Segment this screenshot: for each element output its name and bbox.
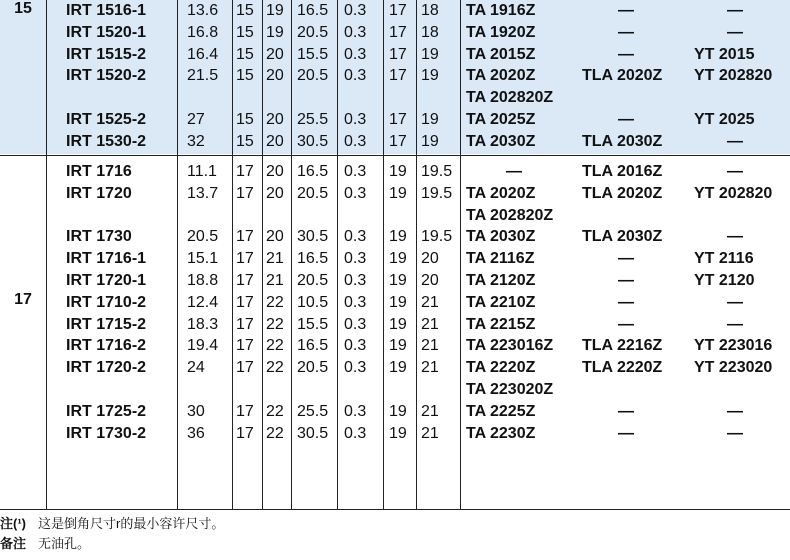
cell-r: 0.3	[344, 228, 367, 246]
cell-ta: TA 223016Z	[466, 337, 554, 355]
cell-Da: 21	[421, 337, 439, 355]
footnote-1-label: 注(¹)	[0, 516, 26, 531]
cell-tla: —	[618, 402, 634, 420]
cell-B: 20.5	[297, 67, 329, 85]
cell-ta: TA 2220Z	[466, 359, 536, 377]
cell-tla: —	[618, 272, 634, 289]
cell-mass: 11.1	[187, 163, 217, 180]
cell-ta: TA 2030Z	[466, 228, 536, 246]
cell-F: 22	[266, 315, 284, 333]
cell-ta: TA 202820Z	[466, 206, 554, 224]
cell-r: 0.3	[344, 132, 367, 150]
cell-F: 19	[266, 2, 284, 19]
cell-ta: TA 2210Z	[466, 293, 536, 311]
cell-tla: —	[618, 45, 634, 63]
cell-Da: 18	[421, 2, 439, 19]
cell-tla: —	[618, 250, 634, 268]
cell-B: 25.5	[297, 111, 329, 128]
cell-B: 16.5	[297, 250, 329, 268]
cell-da: 19	[389, 337, 407, 355]
cell-mass: 24	[187, 359, 205, 377]
cell-B: 20.5	[297, 23, 329, 41]
remark-text: 无油孔。	[38, 536, 91, 551]
cell-r: 0.3	[344, 359, 367, 377]
cell-F: 20	[266, 163, 284, 180]
group-size-label: 15	[14, 0, 32, 17]
cell-Da: 21	[421, 359, 439, 377]
group-size-label: 17	[14, 291, 32, 308]
cell-code: IRT 1716-1	[66, 250, 147, 268]
footnote-1-text: 这是倒角尺寸r的最小容许尺寸。	[38, 516, 225, 531]
cell-yt: YT 2116	[694, 250, 754, 268]
cell-tla: —	[618, 2, 634, 19]
cell-r: 0.3	[344, 45, 367, 63]
cell-Da: 21	[421, 293, 439, 311]
cell-Da: 19.5	[421, 184, 453, 202]
cell-da: 19	[389, 163, 407, 180]
cell-code: IRT 1730	[66, 228, 132, 246]
cell-F: 19	[266, 23, 284, 41]
cell-Da: 19	[421, 111, 439, 128]
cell-da: 19	[389, 293, 407, 311]
cell-B: 16.5	[297, 2, 329, 19]
cell-Da: 20	[421, 250, 439, 268]
cell-da: 17	[389, 67, 407, 85]
cell-mass: 16.8	[187, 23, 219, 41]
cell-mass: 15.1	[187, 250, 219, 268]
cell-d: 17	[236, 163, 254, 180]
cell-code: IRT 1710-2	[66, 293, 147, 311]
cell-tla: TLA 2030Z	[582, 132, 663, 150]
cell-tla: TLA 2220Z	[582, 359, 663, 377]
cell-Da: 19.5	[421, 163, 453, 180]
cell-yt: YT 202820	[694, 67, 773, 85]
cell-ta: TA 2020Z	[466, 67, 536, 85]
cell-d: 15	[236, 2, 254, 19]
cell-r: 0.3	[344, 272, 367, 289]
remark-label: 备注	[0, 536, 27, 551]
cell-F: 20	[266, 45, 284, 63]
cell-mass: 12.4	[187, 293, 219, 311]
column-divider	[46, 0, 47, 510]
cell-code: IRT 1520-1	[66, 23, 147, 41]
cell-mass: 21.5	[187, 67, 219, 85]
cell-da: 19	[389, 315, 407, 333]
cell-d: 17	[236, 272, 254, 289]
cell-ta: TA 202820Z	[466, 89, 554, 107]
cell-yt: —	[727, 402, 743, 420]
cell-d: 17	[236, 359, 254, 377]
cell-tla: TLA 2030Z	[582, 228, 663, 246]
cell-B: 15.5	[297, 315, 329, 333]
cell-mass: 18.8	[187, 272, 219, 289]
cell-F: 21	[266, 250, 284, 268]
cell-Da: 20	[421, 272, 439, 289]
cell-Da: 19	[421, 67, 439, 85]
cell-ta: TA 2025Z	[466, 111, 536, 128]
cell-F: 21	[266, 272, 284, 289]
cell-mass: 36	[187, 424, 205, 442]
cell-ta: TA 2225Z	[466, 402, 536, 420]
cell-ta: TA 2215Z	[466, 315, 536, 333]
cell-ta: TA 1916Z	[466, 2, 536, 19]
cell-d: 17	[236, 228, 254, 246]
cell-ta: TA 2020Z	[466, 184, 536, 202]
cell-da: 19	[389, 402, 407, 420]
cell-r: 0.3	[344, 67, 367, 85]
cell-d: 15	[236, 111, 254, 128]
cell-da: 19	[389, 228, 407, 246]
cell-da: 17	[389, 111, 407, 128]
cell-F: 20	[266, 111, 284, 128]
cell-Da: 18	[421, 23, 439, 41]
cell-da: 19	[389, 184, 407, 202]
cell-da: 17	[389, 45, 407, 63]
cell-Da: 21	[421, 315, 439, 333]
cell-B: 30.5	[297, 424, 329, 442]
cell-code: IRT 1730-2	[66, 424, 147, 442]
cell-B: 25.5	[297, 402, 329, 420]
cell-d: 17	[236, 315, 254, 333]
column-divider	[416, 0, 417, 510]
cell-mass: 20.5	[187, 228, 219, 246]
cell-r: 0.3	[344, 315, 367, 333]
cell-tla: TLA 2020Z	[582, 184, 663, 202]
column-divider	[383, 0, 384, 510]
cell-r: 0.3	[344, 250, 367, 268]
column-divider	[177, 0, 178, 510]
remark	[0, 535, 90, 553]
cell-ta: TA 223020Z	[466, 381, 554, 398]
cell-tla: —	[618, 424, 634, 442]
cell-B: 16.5	[297, 337, 329, 355]
cell-F: 22	[266, 402, 284, 420]
cell-d: 15	[236, 132, 254, 150]
cell-code: IRT 1720-2	[66, 359, 147, 377]
cell-B: 20.5	[297, 184, 329, 202]
cell-d: 17	[236, 424, 254, 442]
cell-yt: —	[727, 293, 743, 311]
cell-yt: YT 223016	[694, 337, 773, 355]
cell-yt: YT 202820	[694, 184, 773, 202]
cell-yt: —	[727, 424, 743, 442]
cell-code: IRT 1530-2	[66, 132, 147, 150]
cell-F: 22	[266, 293, 284, 311]
cell-yt: YT 2025	[694, 111, 755, 128]
cell-yt: —	[727, 228, 743, 246]
cell-F: 20	[266, 184, 284, 202]
column-divider	[460, 0, 461, 510]
cell-ta: TA 2230Z	[466, 424, 536, 442]
cell-d: 17	[236, 184, 254, 202]
cell-F: 20	[266, 228, 284, 246]
cell-yt: —	[727, 132, 743, 150]
cell-mass: 16.4	[187, 45, 219, 63]
cell-ta: TA 2015Z	[466, 45, 536, 63]
cell-d: 15	[236, 45, 254, 63]
cell-code: IRT 1716	[66, 163, 132, 180]
cell-r: 0.3	[344, 337, 367, 355]
cell-B: 15.5	[297, 45, 329, 63]
cell-ta: TA 1920Z	[466, 23, 536, 41]
cell-d: 15	[236, 23, 254, 41]
cell-d: 17	[236, 293, 254, 311]
cell-da: 17	[389, 132, 407, 150]
cell-yt: YT 223020	[694, 359, 773, 377]
cell-mass: 13.6	[187, 2, 219, 19]
column-divider	[262, 0, 263, 510]
cell-d: 17	[236, 250, 254, 268]
cell-da: 19	[389, 250, 407, 268]
cell-d: 15	[236, 67, 254, 85]
cell-ta: TA 2116Z	[466, 250, 535, 268]
cell-mass: 30	[187, 402, 205, 420]
cell-tla: TLA 2216Z	[582, 337, 663, 355]
cell-F: 22	[266, 359, 284, 377]
cell-d: 17	[236, 402, 254, 420]
cell-yt: —	[727, 23, 743, 41]
cell-code: IRT 1525-2	[66, 111, 147, 128]
cell-code: IRT 1725-2	[66, 402, 147, 420]
cell-da: 19	[389, 272, 407, 289]
footnote-1	[0, 515, 224, 533]
cell-B: 10.5	[297, 293, 329, 311]
cell-r: 0.3	[344, 293, 367, 311]
cell-da: 19	[389, 359, 407, 377]
cell-B: 30.5	[297, 132, 329, 150]
cell-r: 0.3	[344, 2, 367, 19]
cell-code: IRT 1720-1	[66, 272, 147, 289]
cell-B: 20.5	[297, 272, 329, 289]
column-divider	[337, 0, 338, 510]
cell-tla: TLA 2016Z	[582, 163, 663, 180]
cell-Da: 19.5	[421, 228, 453, 246]
cell-B: 16.5	[297, 163, 329, 180]
cell-tla: —	[618, 315, 634, 333]
cell-yt: YT 2120	[694, 272, 755, 289]
cell-r: 0.3	[344, 184, 367, 202]
cell-r: 0.3	[344, 402, 367, 420]
table-bottom-border	[0, 509, 790, 510]
cell-B: 30.5	[297, 228, 329, 246]
cell-Da: 21	[421, 424, 439, 442]
cell-yt: —	[727, 315, 743, 333]
column-divider	[232, 0, 233, 510]
cell-da: 19	[389, 424, 407, 442]
cell-tla: —	[618, 23, 634, 41]
cell-mass: 18.3	[187, 315, 219, 333]
cell-Da: 19	[421, 132, 439, 150]
cell-tla: —	[618, 111, 634, 128]
cell-F: 22	[266, 337, 284, 355]
cell-mass: 13.7	[187, 184, 219, 202]
group-divider	[0, 155, 790, 156]
cell-code: IRT 1516-1	[66, 2, 147, 19]
cell-r: 0.3	[344, 163, 367, 180]
cell-mass: 19.4	[187, 337, 219, 355]
cell-code: IRT 1716-2	[66, 337, 147, 355]
cell-Da: 19	[421, 45, 439, 63]
cell-ta: TA 2030Z	[466, 132, 536, 150]
cell-r: 0.3	[344, 111, 367, 128]
cell-da: 17	[389, 23, 407, 41]
cell-yt: —	[727, 2, 743, 19]
cell-r: 0.3	[344, 23, 367, 41]
cell-code: IRT 1520-2	[66, 67, 147, 85]
cell-B: 20.5	[297, 359, 329, 377]
cell-yt: YT 2015	[694, 45, 755, 63]
cell-code: IRT 1515-2	[66, 45, 147, 63]
cell-Da: 21	[421, 402, 439, 420]
cell-ta: —	[506, 163, 522, 180]
cell-mass: 27	[187, 111, 205, 128]
cell-mass: 32	[187, 132, 205, 150]
cell-code: IRT 1720	[66, 184, 132, 202]
cell-code: IRT 1715-2	[66, 315, 147, 333]
cell-tla: —	[618, 293, 634, 311]
cell-tla: TLA 2020Z	[582, 67, 663, 85]
cell-da: 17	[389, 2, 407, 19]
cell-F: 20	[266, 67, 284, 85]
cell-F: 22	[266, 424, 284, 442]
cell-r: 0.3	[344, 424, 367, 442]
cell-F: 20	[266, 132, 284, 150]
column-divider	[291, 0, 292, 510]
cell-d: 17	[236, 337, 254, 355]
cell-ta: TA 2120Z	[466, 272, 536, 289]
cell-yt: —	[727, 163, 743, 180]
